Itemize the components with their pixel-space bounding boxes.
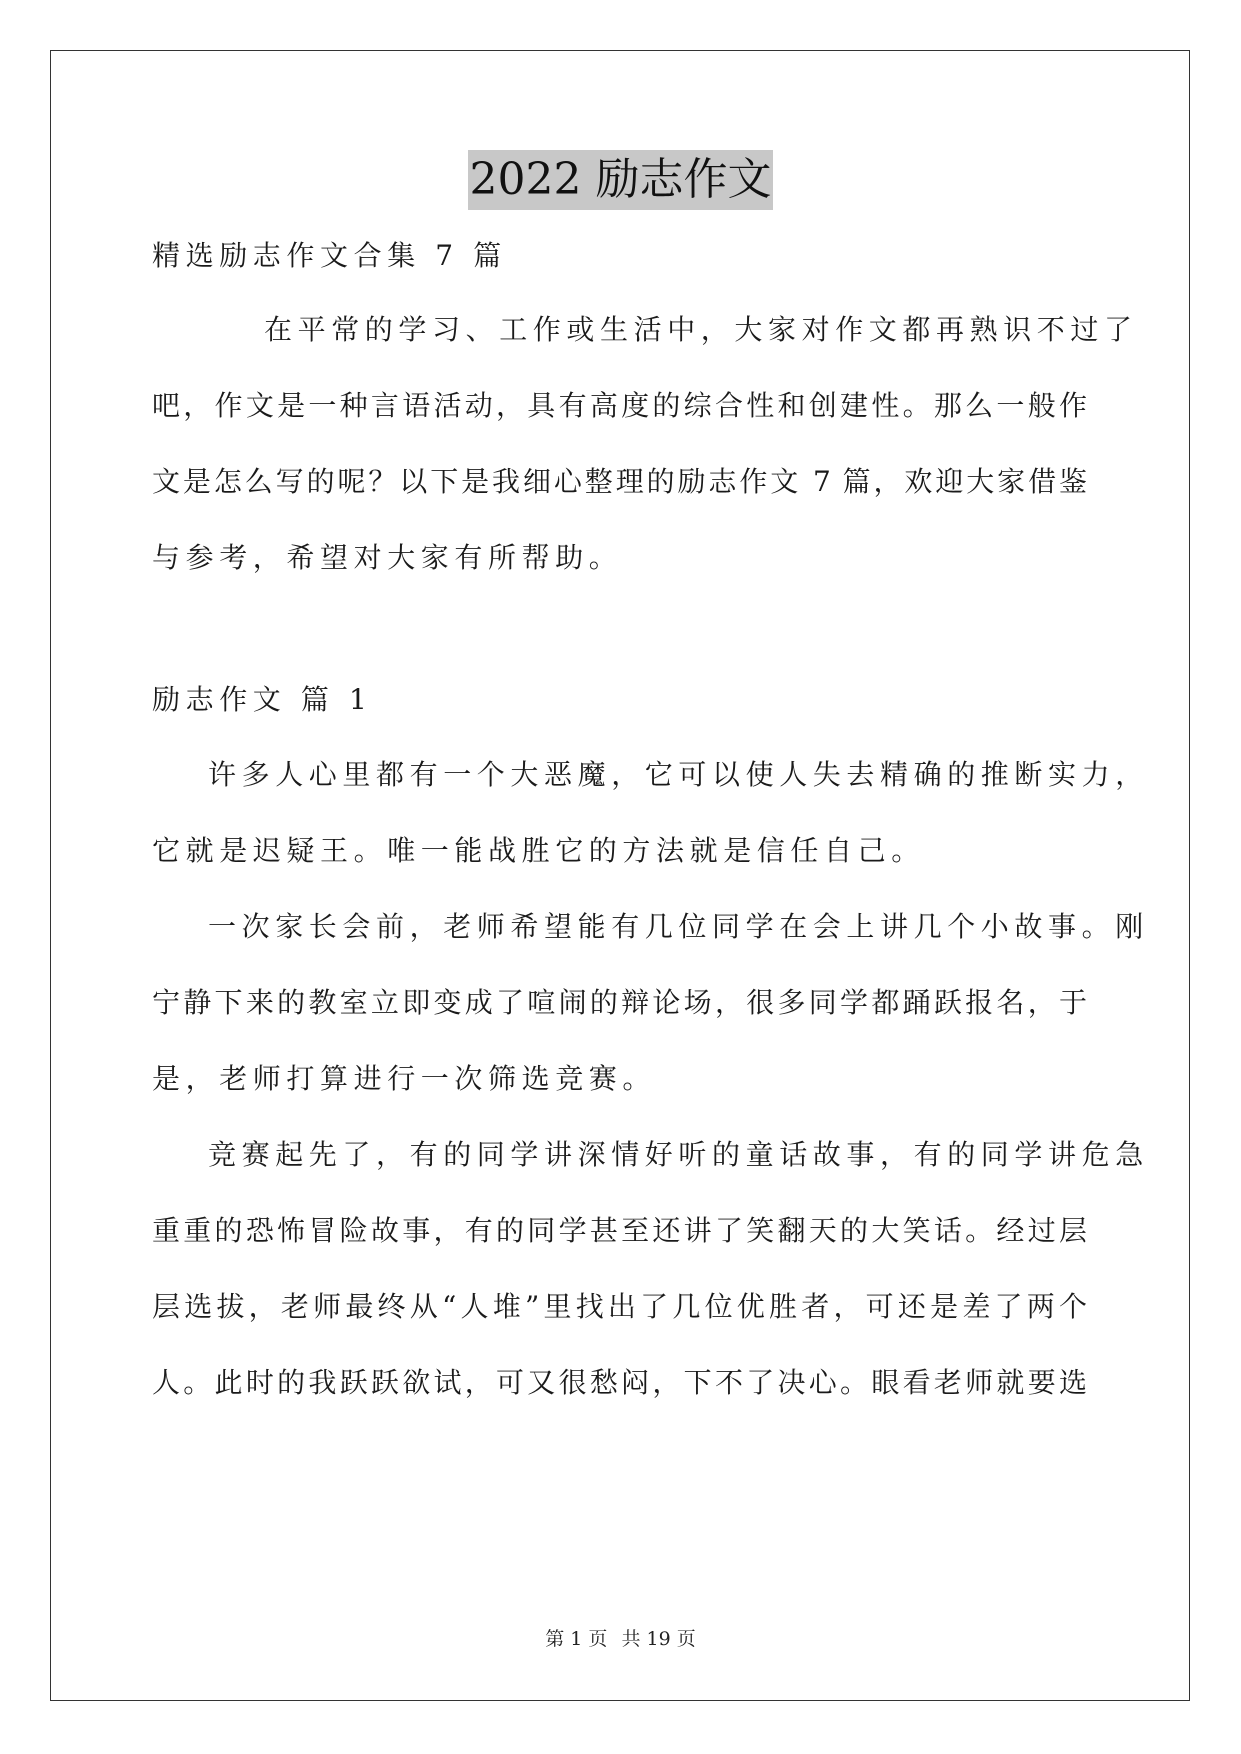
paragraph-1-line-2: 它就是迟疑王。唯一能战胜它的方法就是信任自己。 bbox=[152, 834, 925, 867]
paragraph-1-line-1: 许多人心里都有一个大恶魔，它可以使人失去精确的推断实力， bbox=[208, 758, 1149, 791]
page-total: 共 19 页 bbox=[621, 1628, 696, 1650]
title-container bbox=[0, 150, 1241, 210]
intro-line-4: 与参考，希望对大家有所帮助。 bbox=[152, 541, 623, 574]
intro-line-2: 吧，作文是一种言语活动，具有高度的综合性和创建性。那么一般作 bbox=[152, 389, 1087, 422]
paragraph-3-line-4: 人。此时的我跃跃欲试，可又很愁闷，下不了决心。眼看老师就要选 bbox=[152, 1366, 1087, 1399]
document-subtitle: 精选励志作文合集 7 篇 bbox=[152, 239, 507, 272]
page-footer bbox=[0, 1625, 1241, 1653]
paragraph-2-line-3: 是，老师打算进行一次筛选竞赛。 bbox=[152, 1062, 657, 1095]
paragraph-2-line-2: 宁静下来的教室立即变成了喧闹的辩论场，很多同学都踊跃报名，于 bbox=[152, 986, 1087, 1019]
page-number: 第 1 页 bbox=[545, 1628, 608, 1650]
section-heading: 励志作文 篇 1 bbox=[152, 683, 373, 716]
paragraph-3-line-1: 竞赛起先了，有的同学讲深情好听的童话故事，有的同学讲危急 bbox=[208, 1138, 1149, 1171]
paragraph-3-line-3: 层选拔，老师最终从“人堆”里找出了几位优胜者，可还是差了两个 bbox=[152, 1290, 1087, 1323]
intro-line-3: 文是怎么写的呢？以下是我细心整理的励志作文 7 篇，欢迎大家借鉴 bbox=[152, 465, 1087, 498]
page-border bbox=[50, 50, 1190, 1701]
document-title: 2022 励志作文 bbox=[468, 150, 774, 210]
paragraph-2-line-1: 一次家长会前，老师希望能有几位同学在会上讲几个小故事。刚 bbox=[208, 910, 1149, 943]
intro-line-1: 在平常的学习、工作或生活中，大家对作文都再熟识不过了 bbox=[264, 313, 1138, 346]
paragraph-3-line-2: 重重的恐怖冒险故事，有的同学甚至还讲了笑翻天的大笑话。经过层 bbox=[152, 1214, 1087, 1247]
